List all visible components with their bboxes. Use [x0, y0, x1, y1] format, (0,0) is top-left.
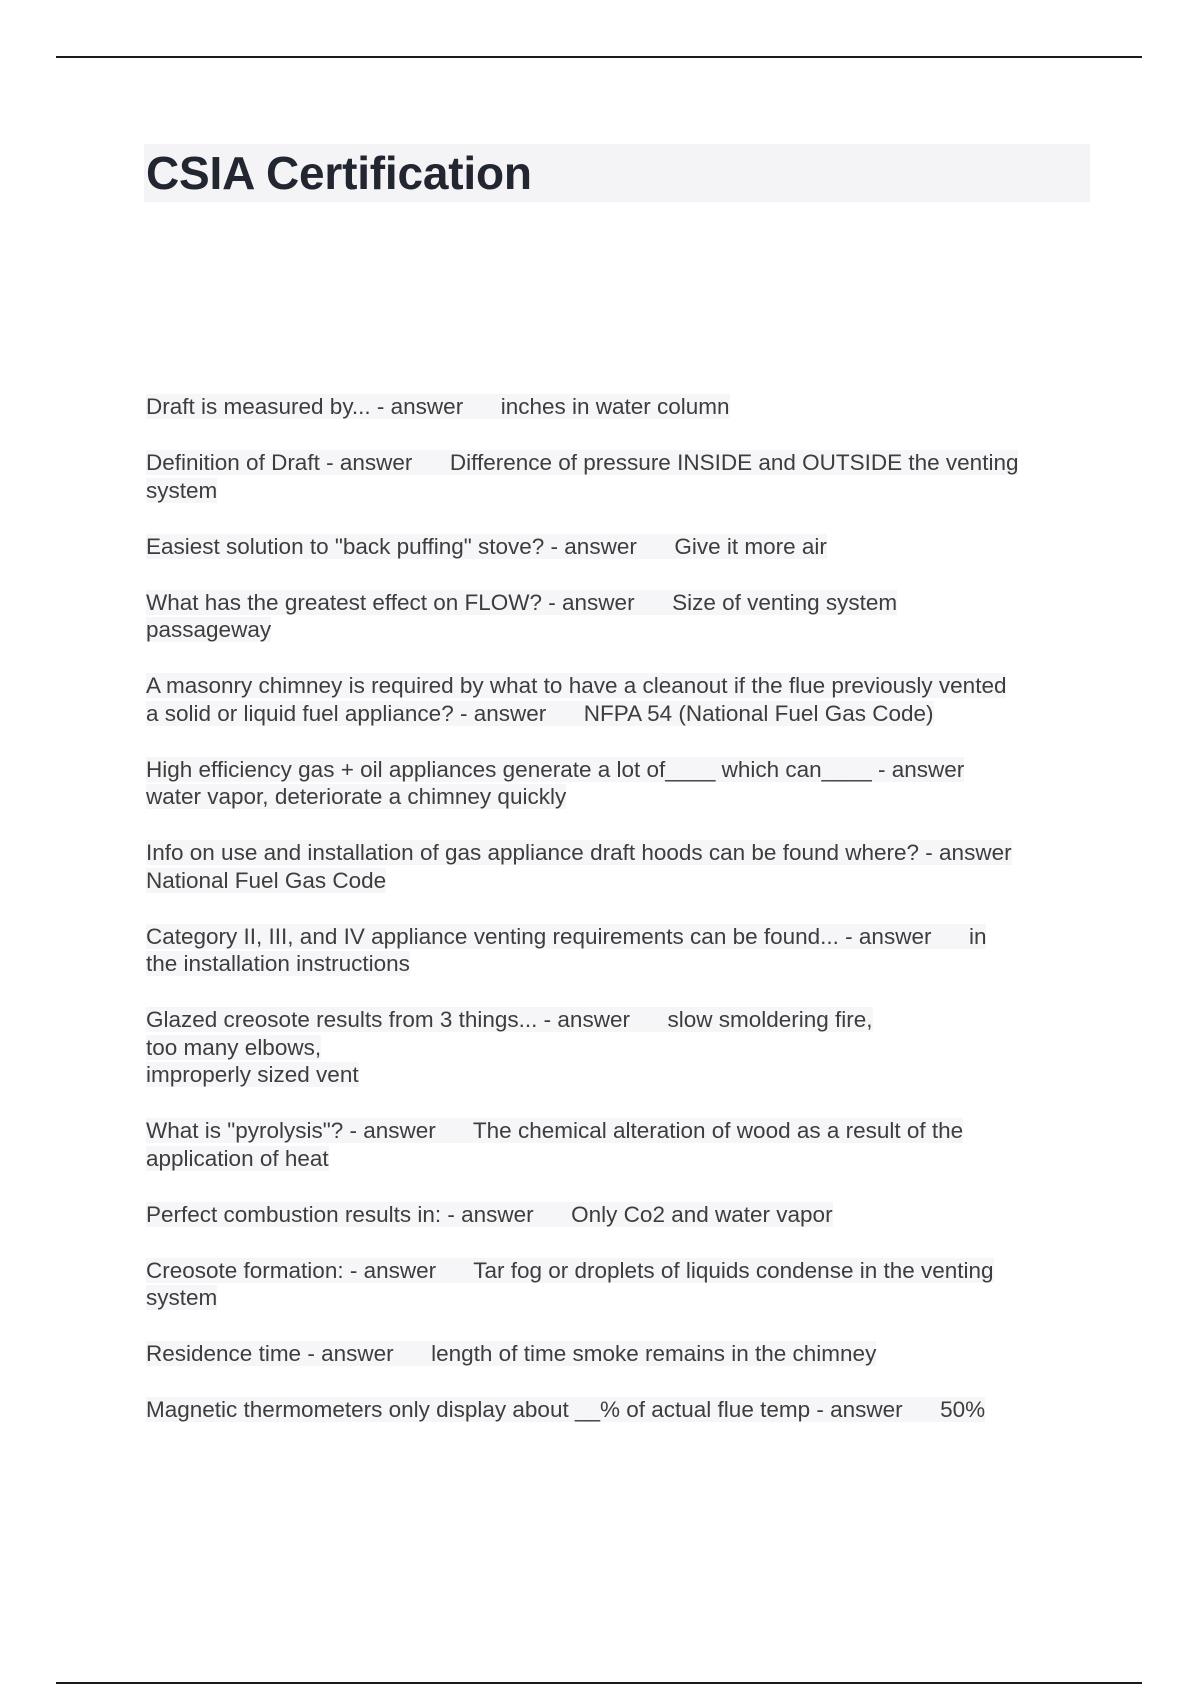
- flashcard-definition: NFPA 54 (National Fuel Gas Code): [583, 700, 934, 726]
- flashcard-term: What has the greatest effect on FLOW? - answer: [146, 589, 635, 615]
- flashcard-definition: water vapor, deteriorate a chimney quickly: [146, 784, 567, 809]
- flashcard-item: [146, 672, 1096, 727]
- flashcard-item: [146, 923, 1096, 978]
- flashcard-term: Info on use and installation of gas appliance draft hoods can be found where? - answer: [146, 840, 1012, 865]
- flashcard-item: [146, 589, 1096, 644]
- flashcard-item: [146, 1340, 1096, 1368]
- flashcard-definition: Only Co2 and water vapor: [571, 1201, 833, 1227]
- flashcard-item: [146, 1396, 1096, 1424]
- top-rule: [56, 56, 1142, 58]
- flashcard-term: Perfect combustion results in: - answer: [146, 1201, 534, 1227]
- flashcard-term: Glazed creosote results from 3 things... - answer: [146, 1007, 630, 1032]
- flashcard-term: Definition of Draft - answer: [146, 450, 413, 475]
- flashcard-item: [146, 1117, 1096, 1172]
- flashcard-definition: Size of venting system passageway: [146, 589, 898, 642]
- flashcard-definition: Tar fog or droplets of liquids condense in the venting system: [146, 1257, 994, 1310]
- flashcard-item: [146, 1201, 1096, 1229]
- flashcard-item: [146, 839, 1096, 894]
- flashcard-definition: Difference of pressure INSIDE and OUTSIDE the venting system: [146, 450, 1019, 503]
- flashcard-term: Easiest solution to "back puffing" stove? - answer: [146, 533, 637, 559]
- flashcard-definition: length of time smoke remains in the chimney: [431, 1341, 877, 1366]
- flashcard-definition: National Fuel Gas Code: [146, 867, 387, 893]
- flashcard-definition: Give it more air: [674, 533, 827, 559]
- flashcard-item: [146, 756, 1096, 811]
- flashcard-term: Draft is measured by... - answer: [146, 394, 464, 419]
- flashcard-item: [146, 393, 1096, 421]
- flashcard-term: High efficiency gas + oil appliances generate a lot of____ which can____ - answer: [146, 756, 965, 782]
- flashcard-item: [146, 1257, 1096, 1312]
- flashcard-term: Creosote formation: - answer: [146, 1257, 437, 1283]
- flashcard-item: [146, 533, 1096, 561]
- flashcard-term: A masonry chimney is required by what to have a cleanout if the flue previously vented a solid or liquid fuel appliance? - answer: [146, 673, 1007, 726]
- flashcard-term: What is "pyrolysis"? - answer: [146, 1118, 436, 1143]
- flashcard-definition: slow smoldering fire, too many elbows, improperly sized vent: [146, 1007, 873, 1087]
- flashcard-definition: inches in water column: [500, 394, 730, 419]
- flashcard-definition: in the installation instructions: [146, 923, 987, 976]
- flashcard-list: [146, 393, 1096, 1452]
- flashcard-definition: The chemical alteration of wood as a result of the application of heat: [146, 1118, 964, 1171]
- flashcard-term: Residence time - answer: [146, 1341, 394, 1366]
- flashcard-item: [146, 1006, 1096, 1089]
- page-title: CSIA Certification: [146, 147, 532, 199]
- flashcard-definition: 50%: [940, 1397, 986, 1422]
- flashcard-item: [146, 449, 1096, 504]
- bottom-rule: [56, 1682, 1142, 1684]
- flashcard-term: Magnetic thermometers only display about __% of actual flue temp - answer: [146, 1397, 903, 1422]
- flashcard-term: Category II, III, and IV appliance venting requirements can be found... - answer: [146, 923, 932, 949]
